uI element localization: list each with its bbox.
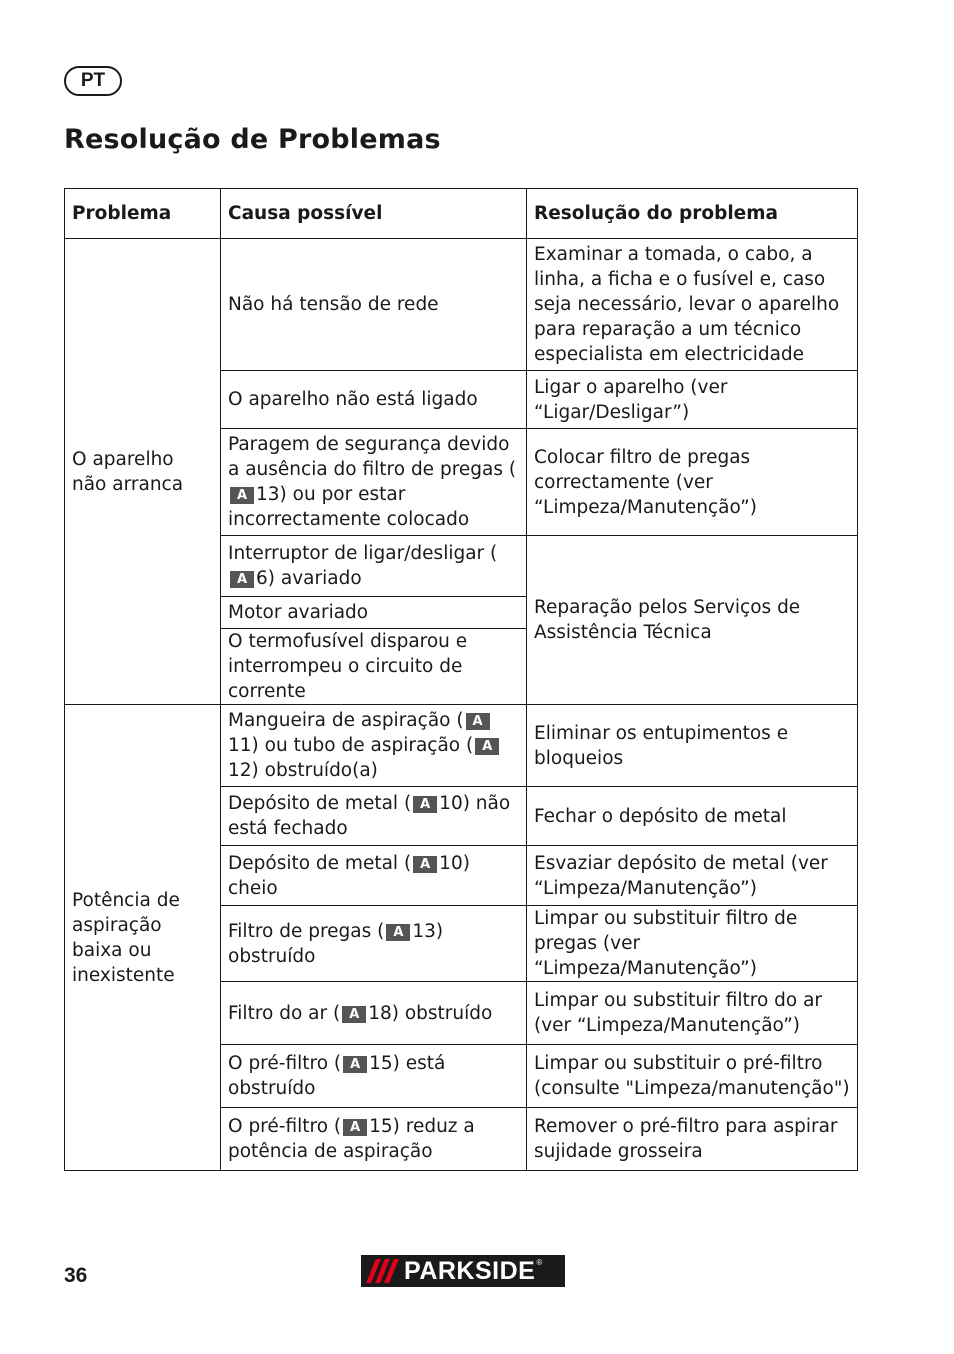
cause-text: Depósito de metal ( (228, 852, 412, 874)
cause-text: Motor avariado (228, 602, 369, 623)
cause-cell (221, 1108, 527, 1171)
solution-cell: Limpar ou substituir filtro de pregas (ver “Limpeza/Manutenção”) (527, 906, 858, 982)
solution-cell: Limpar ou substituir o pré-filtro (consulte "Limpeza/manutenção") (527, 1045, 858, 1108)
cause-text: Não há tensão de rede (228, 294, 439, 315)
cause-text: Depósito de metal ( (228, 793, 412, 814)
table-row (65, 239, 858, 371)
cause-cell (221, 239, 527, 371)
cause-cell (221, 906, 527, 982)
solution-cell: Limpar ou substituir filtro do ar (ver “Limpeza/Manutenção”) (527, 982, 858, 1045)
page-number: 36 (64, 1264, 88, 1287)
cause-cell (221, 629, 527, 705)
logo-text: PARKSIDE (404, 1257, 536, 1285)
cause-text: 13) ou por estar incorrectamente colocado (228, 484, 470, 530)
logo-stripes (371, 1259, 398, 1283)
solution-cell: Eliminar os entupimentos e bloqueios (527, 705, 858, 787)
cause-text: Mangueira de aspiração ( (228, 710, 464, 731)
page-title: Resolução de Problemas (64, 124, 441, 155)
cause-cell (221, 705, 527, 787)
figure-ref-icon: A (475, 738, 499, 755)
cause-cell (221, 371, 527, 429)
solution-cell: Examinar a tomada, o cabo, a linha, a ficha e o fusível e, caso seja necessário, levar o aparelho para reparação a um técnico especialista em electricidade (527, 239, 858, 371)
solution-cell: Remover o pré-filtro para aspirar sujidade grosseira (527, 1108, 858, 1171)
cause-cell (221, 1045, 527, 1108)
cause-text: 10) não está fechado (228, 793, 511, 839)
problem-cell: Potência de aspiração baixa ou inexistente (65, 705, 221, 1171)
cause-text: O termofusível disparou e interrompeu o circuito de corrente (228, 631, 468, 702)
cause-text: 13) obstruído (228, 920, 444, 967)
figure-ref-icon: A (230, 571, 254, 588)
figure-ref-icon: A (342, 1006, 366, 1023)
logo-registered-mark: ® (536, 1258, 543, 1267)
cause-text: 15) reduz a potência de aspiração (228, 1116, 475, 1162)
parkside-logo (361, 1255, 565, 1287)
figure-ref-icon: A (466, 713, 490, 730)
cause-cell (221, 982, 527, 1045)
troubleshooting-table (64, 188, 858, 1171)
cause-text: 10) cheio (228, 852, 470, 899)
figure-ref-icon: A (413, 856, 437, 873)
solution-cell: Colocar filtro de pregas correctamente (ver “Limpeza/Manutenção”) (527, 429, 858, 536)
cause-text: 12) obstruído(a) (228, 760, 378, 781)
cause-text: Filtro do ar ( (228, 1002, 341, 1024)
problem-cell: O aparelho não arranca (65, 239, 221, 705)
header-cause: Causa possível (221, 189, 527, 239)
solution-cell: Ligar o aparelho (ver “Ligar/Desligar”) (527, 371, 858, 429)
cause-text: 15) está obstruído (228, 1053, 446, 1099)
figure-ref-icon: A (343, 1056, 367, 1073)
figure-ref-icon: A (343, 1119, 367, 1136)
cause-text: Interruptor de ligar/desligar ( (228, 543, 498, 564)
cause-text: 6) avariado (256, 568, 362, 589)
solution-cell: Esvaziar depósito de metal (ver “Limpeza/Manutenção”) (527, 846, 858, 906)
header-problem: Problema (65, 189, 221, 239)
figure-ref-icon: A (413, 796, 437, 813)
cause-cell (221, 429, 527, 536)
cause-text: 18) obstruído (368, 1002, 493, 1024)
cause-cell (221, 597, 527, 629)
cause-cell (221, 846, 527, 906)
figure-ref-icon: A (386, 924, 410, 941)
cause-text: O aparelho não está ligado (228, 389, 478, 410)
cause-text: 11) ou tubo de aspiração ( (228, 735, 474, 756)
cause-text: Filtro de pregas ( (228, 920, 385, 942)
cause-text: O pré-filtro ( (228, 1116, 342, 1137)
table-row (65, 705, 858, 787)
solution-cell: Reparação pelos Serviços de Assistência Técnica (527, 536, 858, 705)
header-solution: Resolução do problema (527, 189, 858, 239)
figure-ref-icon: A (230, 487, 254, 504)
table-header-row (65, 189, 858, 239)
solution-cell: Fechar o depósito de metal (527, 787, 858, 846)
language-badge: PT (64, 66, 122, 96)
cause-cell (221, 787, 527, 846)
cause-text: O pré-filtro ( (228, 1053, 342, 1074)
cause-cell (221, 536, 527, 597)
cause-text: Paragem de segurança devido a ausência do filtro de pregas ( (228, 434, 517, 480)
table-body (65, 239, 858, 1171)
